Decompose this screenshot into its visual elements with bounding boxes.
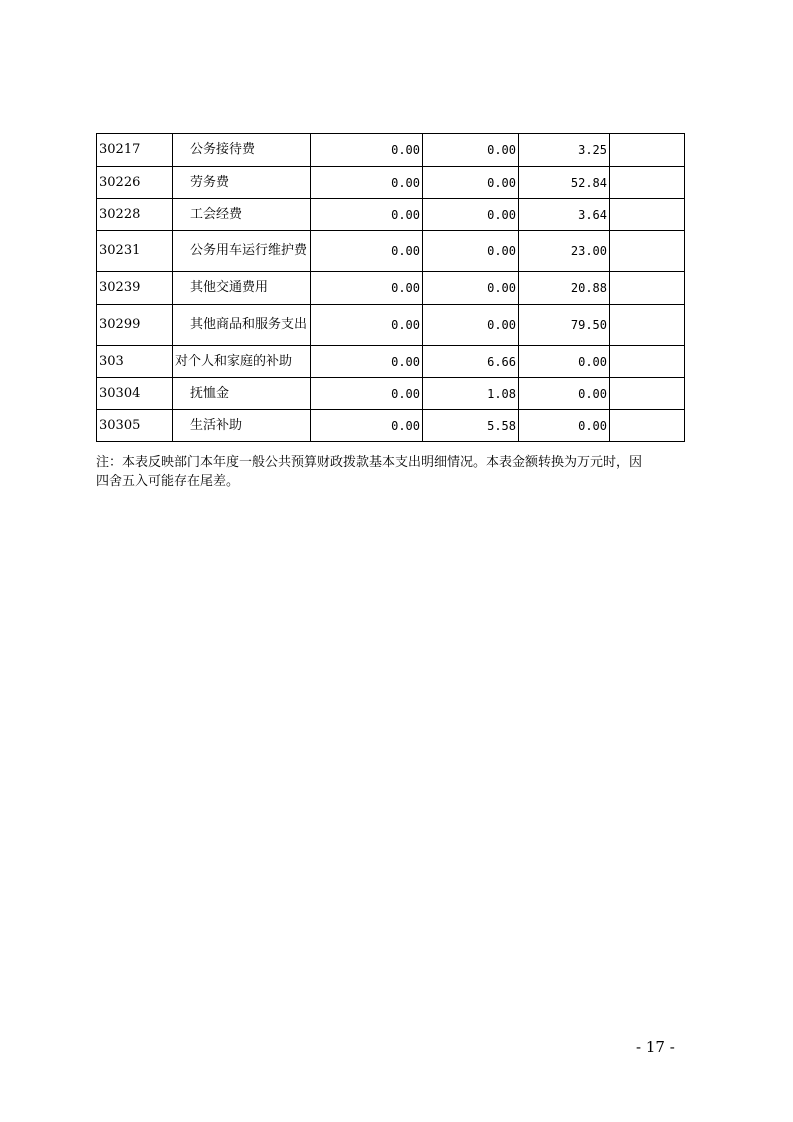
- account-code-cell: 30239: [97, 272, 173, 305]
- account-name-cell: 对个人和家庭的补助: [173, 346, 311, 378]
- amount-cell-3: 79.50: [519, 305, 610, 346]
- amount-cell-2: 0.00: [423, 272, 519, 305]
- amount-cell-4: [610, 378, 685, 410]
- table-body: [97, 134, 685, 442]
- amount-cell-4: [610, 167, 685, 199]
- account-name-cell: 其他交通费用: [173, 272, 311, 305]
- amount-cell-4: [610, 410, 685, 442]
- account-code-cell: 30305: [97, 410, 173, 442]
- account-code-cell: 303: [97, 346, 173, 378]
- account-code-cell: 30299: [97, 305, 173, 346]
- amount-cell-1: 0.00: [311, 305, 423, 346]
- amount-cell-3: 0.00: [519, 410, 610, 442]
- table-row: [97, 272, 685, 305]
- amount-cell-3: 23.00: [519, 231, 610, 272]
- amount-cell-2: 0.00: [423, 199, 519, 231]
- account-code-cell: 30226: [97, 167, 173, 199]
- amount-cell-3: 3.25: [519, 134, 610, 167]
- amount-cell-1: 0.00: [311, 272, 423, 305]
- table-note: 注：本表反映部门本年度一般公共预算财政拨款基本支出明细情况。本表金额转换为万元时，因 四舍五入可能存在尾差。: [96, 455, 643, 489]
- account-name-cell: 生活补助: [173, 410, 311, 442]
- amount-cell-4: [610, 346, 685, 378]
- amount-cell-4: [610, 134, 685, 167]
- table-row: [97, 410, 685, 442]
- account-name-cell: 劳务费: [173, 167, 311, 199]
- table-row: [97, 199, 685, 231]
- amount-cell-3: 0.00: [519, 346, 610, 378]
- account-name-cell: 公务接待费: [173, 134, 311, 167]
- amount-cell-3: 20.88: [519, 272, 610, 305]
- account-code-cell: 30217: [97, 134, 173, 167]
- amount-cell-2: 0.00: [423, 231, 519, 272]
- amount-cell-2: 0.00: [423, 305, 519, 346]
- amount-cell-1: 0.00: [311, 346, 423, 378]
- amount-cell-2: 0.00: [423, 167, 519, 199]
- table-row: [97, 231, 685, 272]
- table-row: [97, 346, 685, 378]
- amount-cell-3: 3.64: [519, 199, 610, 231]
- amount-cell-1: 0.00: [311, 199, 423, 231]
- expenditure-detail-table: [96, 133, 685, 442]
- account-name-cell: 抚恤金: [173, 378, 311, 410]
- amount-cell-2: 6.66: [423, 346, 519, 378]
- account-code-cell: 30228: [97, 199, 173, 231]
- amount-cell-1: 0.00: [311, 378, 423, 410]
- page-number: - 17 -: [636, 1038, 675, 1056]
- amount-cell-3: 0.00: [519, 378, 610, 410]
- amount-cell-2: 1.08: [423, 378, 519, 410]
- amount-cell-1: 0.00: [311, 134, 423, 167]
- amount-cell-4: [610, 305, 685, 346]
- account-name-cell: 工会经费: [173, 199, 311, 231]
- amount-cell-1: 0.00: [311, 410, 423, 442]
- amount-cell-3: 52.84: [519, 167, 610, 199]
- account-code-cell: 30304: [97, 378, 173, 410]
- account-name-cell: 公务用车运行维护费: [173, 231, 311, 272]
- amount-cell-4: [610, 231, 685, 272]
- table-row: [97, 378, 685, 410]
- amount-cell-1: 0.00: [311, 231, 423, 272]
- table-row: [97, 305, 685, 346]
- amount-cell-2: 0.00: [423, 134, 519, 167]
- account-name-cell: 其他商品和服务支出: [173, 305, 311, 346]
- account-code-cell: 30231: [97, 231, 173, 272]
- amount-cell-1: 0.00: [311, 167, 423, 199]
- amount-cell-4: [610, 272, 685, 305]
- amount-cell-4: [610, 199, 685, 231]
- amount-cell-2: 5.58: [423, 410, 519, 442]
- table-row: [97, 167, 685, 199]
- table-row: [97, 134, 685, 167]
